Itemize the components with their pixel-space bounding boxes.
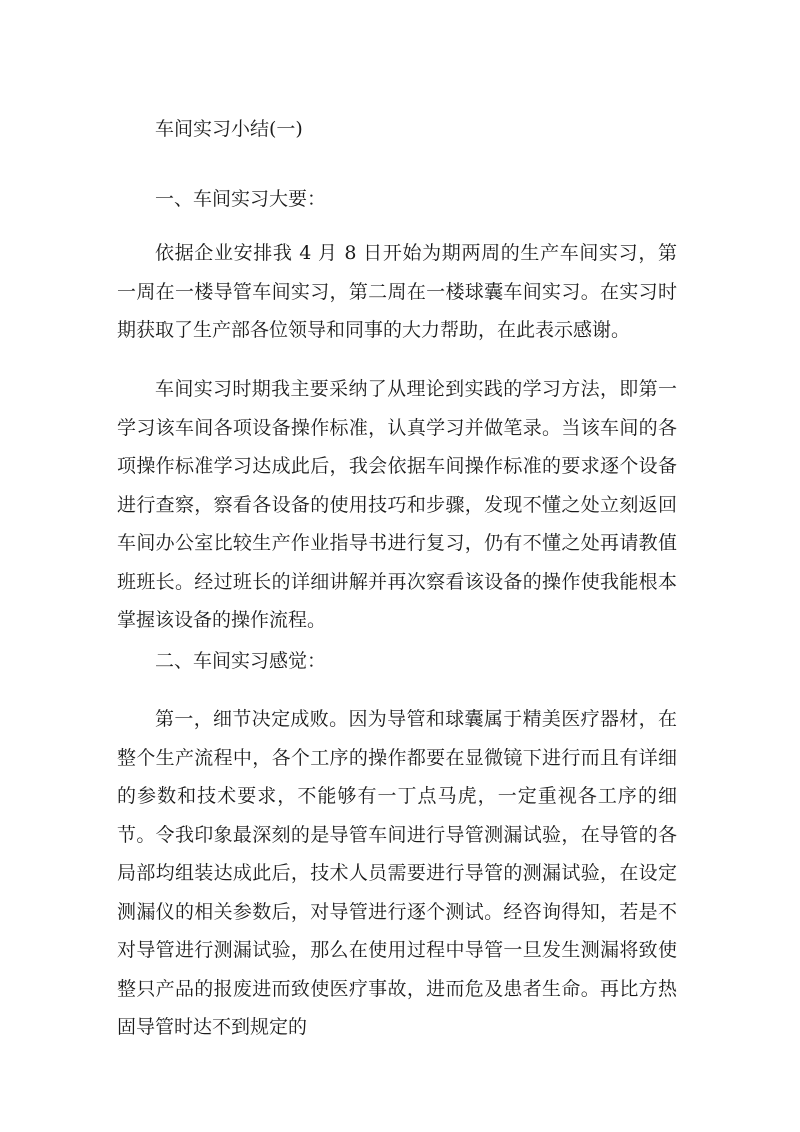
section-heading-outline: 一、车间实习大要：: [155, 188, 327, 210]
section-heading-feelings: 二、车间实习感觉：: [155, 650, 327, 672]
paragraph-details-matter: 第一，细节决定成败。因为导管和球囊属于精美医疗器材，在整个生产流程中，各个工序的操作都要在显微镜下进行而且有详细的参数和技术要求，不能够有一丁点马虎，一定重视各工序的细节。令我印象最深刻的是导管车间进行导管测漏试验，在导管的各局部均组装达成此后，技术人员需要进行导管的测漏试验，在设定测漏仪的相关参数后，对导管进行逐个测试。经咨询得知，若是不对导管进行测漏试验，那么在使用过程中导管一旦发生测漏将致使整只产品的报废进而致使医疗事故，进而危及患者生命。再比方热固导管时达不到规定的: [117, 708, 677, 1038]
document-title: 车间实习小结(一): [155, 118, 303, 140]
paragraph-learning-method: 车间实习时期我主要采纳了从理论到实践的学习方法，即第一学习该车间各项设备操作标准，认真学习并做笔录。当该车间的各项操作标准学习达成此后，我会依据车间操作标准的要求逐个设备进行查察，察看各设备的使用技巧和步骤，发现不懂之处立刻返回车间办公室比较生产作业指导书进行复习，仍有不懂之处再请教值班班长。经过班长的详细讲解并再次察看该设备的操作使我能根本掌握该设备的操作流程。: [117, 378, 677, 631]
paragraph-arrangement: 依据企业安排我 4 月 8 日开始为期两周的生产车间实习，第一周在一楼导管车间实习，第二周在一楼球囊车间实习。在实习时期获取了生产部各位领导和同事的大力帮助，在此表示感谢。: [117, 242, 677, 341]
